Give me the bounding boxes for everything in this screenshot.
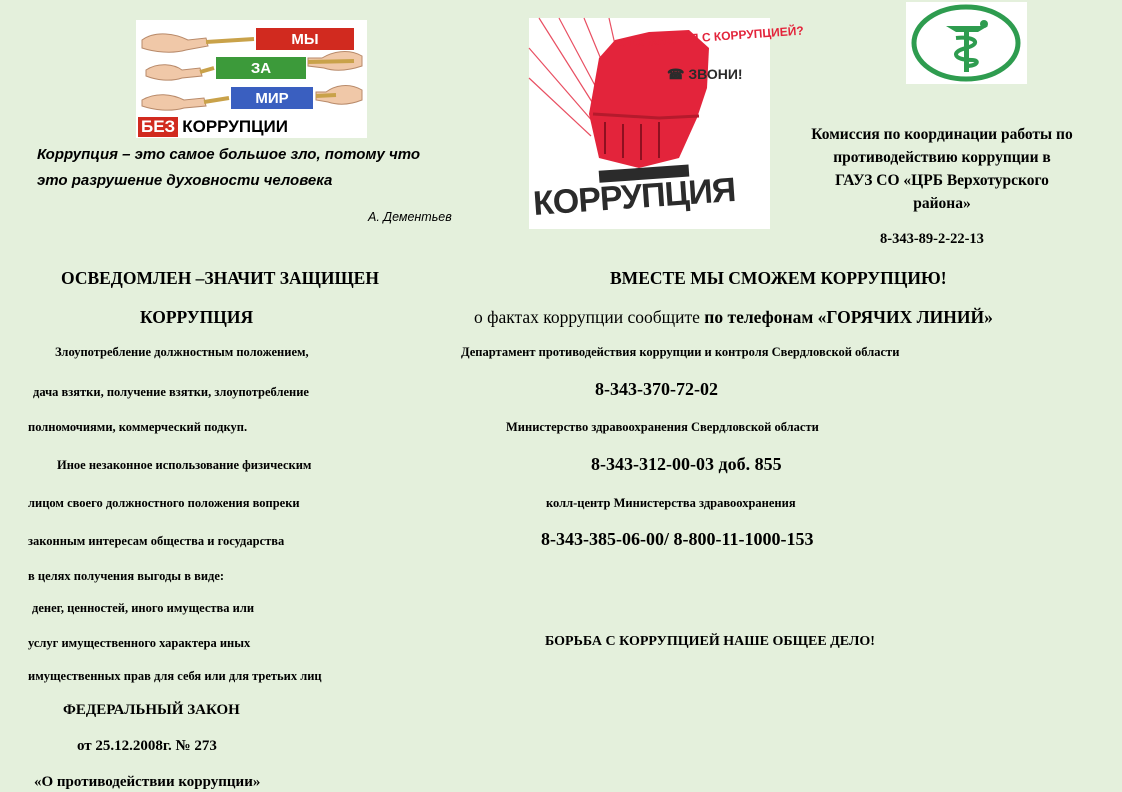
anti-corruption-pencils-image [136,20,367,138]
poster-korruptsiya-word: КОРРУПЦИЯ [531,170,737,224]
hotline-intro [474,307,993,328]
dept-2: Министерство здравоохранения Свердловской области [506,420,819,434]
bez-label: БЕЗ [138,117,178,137]
quote-line-2: это разрушение духовности человека [37,172,333,189]
def-line-4: Иное незаконное использование физическим [57,458,312,472]
def-line-3: полномочиями, коммерческий подкуп. [28,420,248,434]
dept-1: Департамент противодействия коррупции и контроля Свердловской области [461,345,900,359]
commission-line-3: ГАУЗ СО «ЦРБ Верхотурского [835,172,1049,189]
poster-call-text: ЗВОНИ! [688,66,743,82]
dept-3: колл-центр Министерства здравоохранения [546,496,796,510]
phone-2: 8-343-312-00-03 доб. 855 [591,454,782,474]
def-line-9: услуг имущественного характера иных [28,636,251,650]
commission-phone: 8-343-89-2-22-13 [880,231,984,247]
commission-line-4: района» [913,195,971,212]
def-line-2: дача взятки, получение взятки, злоупотребление [33,385,309,399]
def-line-5: лицом своего должностного положения вопреки [28,496,300,510]
stripe-mir: МИР [231,87,313,109]
heading-osvedomlen: ОСВЕДОМЛЕН –ЗНАЧИТ ЗАЩИЩЕН [61,268,379,288]
quote-author: А. Дементьев [368,210,452,224]
hands-icon [136,20,367,120]
law-title: ФЕДЕРАЛЬНЫЙ ЗАКОН [63,702,240,718]
motto: БОРЬБА С КОРРУПЦИЕЙ НАШЕ ОБЩЕЕ ДЕЛО! [545,634,875,649]
phone-3: 8-343-385-06-00/ 8-800-11-1000-153 [541,529,814,549]
stripe-za: ЗА [216,57,306,79]
heading-vmeste: ВМЕСТЕ МЫ СМОЖЕМ КОРРУПЦИЮ! [610,268,947,288]
def-line-8: денег, ценностей, иного имущества или [32,601,255,615]
poster-bubble-text: СТОЛКНУЛСЯ С КОРРУПЦИЕЙ? [616,23,805,51]
quote-line-1: Коррупция – это самое большое зло, потому что [37,146,421,163]
def-line-6: законным интересам общества и государства [28,534,285,548]
heading-korruptsiya: КОРРУПЦИЯ [140,307,254,327]
def-line-1: Злоупотребление должностным положением, [55,345,309,359]
def-line-10: имущественных прав для себя или для третьих лиц [28,669,322,683]
law-name: «О противодействии коррупции» [34,774,261,790]
commission-line-2: противодействию коррупции в [833,149,1051,166]
hotline-intro-bold: по телефонам «ГОРЯЧИХ ЛИНИЙ» [704,307,993,327]
poster-call-row [667,66,743,83]
law-date: от 25.12.2008г. № 273 [77,738,217,754]
caduceus-icon [906,2,1027,84]
stripe-my: МЫ [256,28,354,50]
hospital-logo [906,2,1027,84]
commission-line-1: Комиссия по координации работы по [811,126,1073,143]
phone-1: 8-343-370-72-02 [595,379,718,399]
hotline-intro-normal: о фактах коррупции сообщите [474,307,705,327]
telephone-icon: ☎ [667,66,689,82]
def-line-7: в целях получения выгоды в виде: [28,569,225,583]
korruptsii-label: КОРРУПЦИИ [182,117,288,136]
bez-korruptsii-banner [138,117,366,137]
corruption-fist-poster [529,18,805,229]
